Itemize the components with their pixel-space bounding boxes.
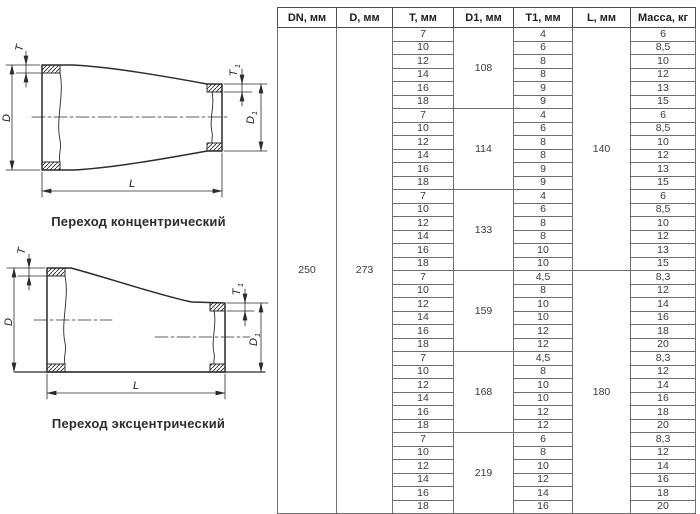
cell-mass: 10 bbox=[631, 136, 696, 150]
cell-t1: 10 bbox=[514, 379, 573, 393]
cell-mass: 15 bbox=[631, 257, 696, 271]
spec-table-header bbox=[278, 8, 696, 28]
cell-t1: 12 bbox=[514, 338, 573, 352]
cell-t: 18 bbox=[393, 338, 454, 352]
hatch-bottom-left bbox=[47, 364, 65, 372]
cell-t1: 12 bbox=[514, 325, 573, 339]
cell-d1: 219 bbox=[454, 433, 514, 514]
cell-t1: 16 bbox=[514, 500, 573, 514]
label-D-eccentric: D bbox=[3, 318, 15, 326]
col-header-2: T, мм bbox=[393, 8, 454, 28]
cell-l: 140 bbox=[573, 28, 631, 271]
concentric-reducer-drawing bbox=[1, 42, 267, 197]
cell-mass: 12 bbox=[631, 230, 696, 244]
hatch-top-left bbox=[42, 65, 60, 73]
col-header-5: L, мм bbox=[573, 8, 631, 28]
col-header-6: Масса, кг bbox=[631, 8, 696, 28]
cell-mass: 18 bbox=[631, 406, 696, 420]
cell-mass: 6 bbox=[631, 109, 696, 123]
dimension-spec-table-wrap bbox=[277, 7, 696, 514]
cell-t1: 12 bbox=[514, 419, 573, 433]
cell-t: 16 bbox=[393, 244, 454, 258]
concentric-caption: Переход концентрический bbox=[51, 214, 226, 229]
cell-t1: 14 bbox=[514, 487, 573, 501]
cell-mass: 18 bbox=[631, 325, 696, 339]
eccentric-reducer-drawing bbox=[3, 245, 268, 399]
svg-text:1: 1 bbox=[235, 64, 242, 68]
cell-t1: 4,5 bbox=[514, 271, 573, 285]
cell-t1: 8 bbox=[514, 149, 573, 163]
col-header-0: DN, мм bbox=[278, 8, 337, 28]
svg-text:1: 1 bbox=[255, 333, 262, 337]
cell-mass: 13 bbox=[631, 82, 696, 96]
label-L-concentric: L bbox=[128, 178, 136, 190]
concentric-hatch-sections bbox=[42, 65, 222, 170]
cell-t1: 6 bbox=[514, 203, 573, 217]
cell-t1: 8 bbox=[514, 230, 573, 244]
svg-text:1: 1 bbox=[252, 111, 259, 115]
cell-mass: 14 bbox=[631, 379, 696, 393]
hatch-bottom-right bbox=[210, 364, 225, 372]
cell-t: 12 bbox=[393, 460, 454, 474]
cell-t1: 10 bbox=[514, 311, 573, 325]
cell-t: 14 bbox=[393, 68, 454, 82]
cell-t: 12 bbox=[393, 136, 454, 150]
cell-t1: 10 bbox=[514, 392, 573, 406]
concentric-outline bbox=[42, 65, 222, 170]
cell-t: 14 bbox=[393, 230, 454, 244]
hatch-bottom-right bbox=[207, 143, 222, 151]
cell-mass: 13 bbox=[631, 163, 696, 177]
dim-T-concentric bbox=[16, 51, 42, 87]
cell-t: 12 bbox=[393, 298, 454, 312]
cell-t1: 8 bbox=[514, 284, 573, 298]
cell-d1: 133 bbox=[454, 190, 514, 271]
cell-mass: 13 bbox=[631, 244, 696, 258]
cell-mass: 12 bbox=[631, 284, 696, 298]
label-T1-eccentric bbox=[231, 283, 245, 295]
cell-mass: 16 bbox=[631, 311, 696, 325]
cell-t1: 4 bbox=[514, 28, 573, 42]
label-T-concentric: T bbox=[13, 43, 27, 53]
cell-t1: 8 bbox=[514, 136, 573, 150]
cell-t: 10 bbox=[393, 446, 454, 460]
cell-t: 16 bbox=[393, 487, 454, 501]
cell-t1: 10 bbox=[514, 257, 573, 271]
cell-t: 18 bbox=[393, 176, 454, 190]
cell-d1: 168 bbox=[454, 352, 514, 433]
cell-t: 7 bbox=[393, 271, 454, 285]
cell-mass: 12 bbox=[631, 365, 696, 379]
cell-t1: 8 bbox=[514, 365, 573, 379]
dim-T-eccentric bbox=[18, 254, 47, 290]
cell-d1: 159 bbox=[454, 271, 514, 352]
cell-t: 12 bbox=[393, 217, 454, 231]
cell-mass: 8,5 bbox=[631, 41, 696, 55]
cell-mass: 12 bbox=[631, 149, 696, 163]
cell-t: 12 bbox=[393, 55, 454, 69]
cell-t1: 6 bbox=[514, 41, 573, 55]
hatch-top-right bbox=[207, 84, 222, 92]
cell-t: 10 bbox=[393, 122, 454, 136]
svg-text:D: D bbox=[248, 338, 260, 346]
cell-t: 10 bbox=[393, 284, 454, 298]
cell-d: 273 bbox=[337, 28, 393, 514]
cell-mass: 12 bbox=[631, 446, 696, 460]
cell-mass: 6 bbox=[631, 190, 696, 204]
cell-t: 10 bbox=[393, 203, 454, 217]
cell-t1: 8 bbox=[514, 217, 573, 231]
col-header-1: D, мм bbox=[337, 8, 393, 28]
cell-t1: 8 bbox=[514, 446, 573, 460]
cell-l: 180 bbox=[573, 271, 631, 514]
cell-t: 18 bbox=[393, 95, 454, 109]
cell-mass: 12 bbox=[631, 68, 696, 82]
cell-mass: 8,3 bbox=[631, 352, 696, 366]
dimension-spec-table bbox=[277, 7, 696, 514]
cell-mass: 14 bbox=[631, 298, 696, 312]
cell-mass: 20 bbox=[631, 419, 696, 433]
cell-t1: 9 bbox=[514, 163, 573, 177]
cell-t: 14 bbox=[393, 473, 454, 487]
cell-t: 18 bbox=[393, 500, 454, 514]
cell-t1: 12 bbox=[514, 406, 573, 420]
cell-d1: 108 bbox=[454, 28, 514, 109]
svg-text:D: D bbox=[245, 116, 257, 124]
cell-mass: 14 bbox=[631, 460, 696, 474]
cell-t: 16 bbox=[393, 406, 454, 420]
cell-t1: 6 bbox=[514, 122, 573, 136]
cell-t1: 4 bbox=[514, 190, 573, 204]
cell-t: 14 bbox=[393, 392, 454, 406]
cell-t: 10 bbox=[393, 41, 454, 55]
label-D1-concentric bbox=[245, 111, 259, 124]
cell-t1: 9 bbox=[514, 82, 573, 96]
cell-mass: 10 bbox=[631, 217, 696, 231]
cell-t: 16 bbox=[393, 325, 454, 339]
cell-mass: 16 bbox=[631, 392, 696, 406]
label-D-concentric: D bbox=[1, 114, 13, 122]
cell-t1: 4 bbox=[514, 109, 573, 123]
technical-drawings-panel bbox=[0, 0, 277, 483]
cell-t: 7 bbox=[393, 190, 454, 204]
label-L-eccentric: L bbox=[132, 380, 140, 392]
cell-mass: 8,5 bbox=[631, 203, 696, 217]
cell-t1: 9 bbox=[514, 176, 573, 190]
concentric-break-lines bbox=[59, 73, 213, 162]
hatch-bottom-left bbox=[42, 162, 60, 170]
hatch-top-left bbox=[47, 268, 65, 276]
svg-text:1: 1 bbox=[238, 283, 245, 287]
cell-t: 7 bbox=[393, 28, 454, 42]
cell-t: 14 bbox=[393, 149, 454, 163]
cell-mass: 8,3 bbox=[631, 433, 696, 447]
label-D1-eccentric bbox=[248, 333, 262, 346]
cell-t: 7 bbox=[393, 433, 454, 447]
cell-t1: 10 bbox=[514, 244, 573, 258]
cell-t: 7 bbox=[393, 109, 454, 123]
cell-mass: 10 bbox=[631, 55, 696, 69]
eccentric-centerlines bbox=[34, 320, 250, 337]
svg-text:T: T bbox=[231, 288, 243, 296]
svg-text:T: T bbox=[228, 69, 240, 77]
cell-t: 16 bbox=[393, 163, 454, 177]
cell-t: 7 bbox=[393, 352, 454, 366]
cell-t1: 8 bbox=[514, 68, 573, 82]
eccentric-caption: Переход эксцентрический bbox=[51, 416, 226, 431]
cell-mass: 20 bbox=[631, 338, 696, 352]
cell-t: 14 bbox=[393, 311, 454, 325]
cell-mass: 16 bbox=[631, 473, 696, 487]
reducer-drawings-svg bbox=[0, 0, 277, 483]
cell-t1: 8 bbox=[514, 55, 573, 69]
label-T-eccentric: T bbox=[15, 246, 29, 256]
cell-mass: 15 bbox=[631, 95, 696, 109]
table-row bbox=[278, 28, 696, 42]
cell-mass: 18 bbox=[631, 487, 696, 501]
cell-t1: 10 bbox=[514, 298, 573, 312]
col-header-3: D1, мм bbox=[454, 8, 514, 28]
cell-mass: 6 bbox=[631, 28, 696, 42]
label-T1-concentric bbox=[228, 64, 242, 76]
cell-t: 18 bbox=[393, 419, 454, 433]
cell-t: 12 bbox=[393, 379, 454, 393]
dim-L-concentric bbox=[42, 153, 222, 197]
hatch-top-right bbox=[210, 303, 225, 311]
cell-t1: 10 bbox=[514, 460, 573, 474]
cell-d1: 114 bbox=[454, 109, 514, 190]
cell-t1: 12 bbox=[514, 473, 573, 487]
cell-t1: 9 bbox=[514, 95, 573, 109]
cell-t: 10 bbox=[393, 365, 454, 379]
cell-mass: 8,5 bbox=[631, 122, 696, 136]
cell-dn: 250 bbox=[278, 28, 337, 514]
cell-t: 18 bbox=[393, 257, 454, 271]
cell-mass: 8,3 bbox=[631, 271, 696, 285]
cell-t1: 6 bbox=[514, 433, 573, 447]
cell-t: 16 bbox=[393, 82, 454, 96]
cell-mass: 20 bbox=[631, 500, 696, 514]
cell-mass: 15 bbox=[631, 176, 696, 190]
cell-t1: 4,5 bbox=[514, 352, 573, 366]
col-header-4: T1, мм bbox=[514, 8, 573, 28]
